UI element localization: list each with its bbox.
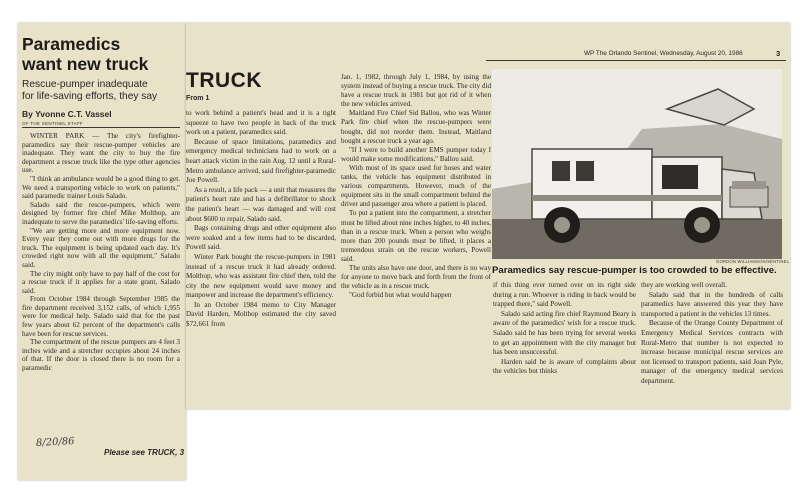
- paragraph: Because of the Orange County Department of Emergency Medical Services contracts with Rural-Metro that number is not expected to increase because municipal rescue services are not licensed to transport patients, said Joan Pyle, manager of the emergency medical services department.: [641, 319, 783, 385]
- paragraph: Maitland Fire Chief Sid Ballou, who was Winter Park fire chief when the rescue-pumpers were bought, did not reorder them. Instead, Maitland bought a rescue truck a year ago.: [341, 109, 491, 145]
- paragraph: Jan. 1, 1982, through July 1, 1984, by using the system instead of buying a rescue truck. The city did have a rescue truck in 1981 but got rid of it when the new vehicles arrived.: [341, 73, 491, 109]
- paragraph: to work behind a patient's head and it is a tight squeeze to have two people in back of the truck work on a patient, paramedics said.: [186, 109, 336, 137]
- paragraph: they are working well overall.: [641, 281, 727, 289]
- staff-line: OF THE SENTINEL STAFF: [22, 121, 83, 126]
- paragraph: Winter Park bought the rescue-pumpers in 1981 instead of a rescue truck it had already ordered. Molthop, who was assistant fire chief then, told the city the new equipment would save money and manpower and increase the department's efficiency.: [186, 252, 336, 300]
- paragraph: Bags containing drugs and other equipment also were soaked and a few items had to be discarded, Powell said.: [186, 224, 336, 252]
- continuation-line: Please see TRUCK, 3: [104, 448, 185, 457]
- byline: By Yvonne C.T. Vassel: [22, 109, 112, 119]
- headline: [22, 34, 148, 74]
- right-column-1: [186, 109, 336, 407]
- paragraph: WINTER PARK — The city's firefighter-paramedics say their rescue-pumper vehicles are inadequate. They want the city to buy the fire department a rescue truck like the type other agencies use.: [22, 132, 180, 175]
- deck-line-1: Rescue-pumper inadequate: [22, 79, 148, 90]
- headline-line-1: Paramedics: [22, 34, 121, 54]
- paragraph: "I think an ambulance would be a good thing to get. We need a transporting vehicle to work on patients," said paramedic trainer Louis Salado.: [22, 174, 180, 201]
- jump-headline: TRUCK: [186, 69, 262, 92]
- header-rule: [486, 60, 786, 61]
- paragraph: As a result, a life pack — a unit that measures the patient's heart rate and has a defibrillator to shock the patient's heart — was damaged and will cost about $600 to repair, Salado said.: [186, 185, 336, 223]
- deck: [22, 79, 157, 103]
- paragraph: "We are getting more and more equipment now. Every year they come out with more drugs for the truck. The equipment is being updated each day. It's crowded right now with all the equipment," Salado said.: [22, 226, 180, 269]
- paragraph: Salado said that in the hundreds of calls paramedics have answered this year they have transported a patient in the vehicles 13 times.: [641, 290, 783, 318]
- paragraph: To put a patient into the compartment, a stretcher must be lifted about nine inches higher, to 40 inches, than in a rescue truck. When a person who weighs more than 200 pounds must be lifted, it places a tremendous strain on the rescue workers, Powell said.: [341, 209, 491, 263]
- photo-credit: GORDON WILLIAMSON/SENTINEL: [716, 259, 790, 264]
- headline-line-2: want new truck: [22, 54, 149, 74]
- paragraph: The units also have one door, and there is no way for anyone to move back and forth from the front of the vehicle as in a rescue truck.: [341, 263, 491, 291]
- handwritten-date: 8/20/86: [35, 435, 75, 450]
- paragraph: The city might only have to pay half of the cost for a rescue truck if it applies for a state grant, Salado said.: [22, 269, 180, 295]
- byline-divider: [22, 127, 180, 128]
- paragraph: Salado said acting fire chief Raymond Beary is aware of the paramedics' wish for a rescue truck. Salado said he has been trying for several weeks to get an appointment with the city manager but has been unsuccessful.: [493, 309, 636, 357]
- right-column-3: [493, 281, 636, 407]
- paragraph: Harden said he is aware of complaints about the vehicles but thinks: [493, 357, 636, 376]
- page-number: 3: [776, 49, 781, 58]
- fire-truck-photo: [492, 69, 782, 259]
- paragraph: From October 1984 through September 1985 the fire department received 3,152 calls, of which 1,955 were for medical help. Salado said that for the past few years about 62 percent of the department's calls have been for rescue services.: [22, 295, 180, 338]
- right-clipping: [186, 23, 790, 409]
- paragraph: With most of its space used for hoses and water tanks, the vehicle has equipment distributed in various compartments. However, much of the equipment sits in the small compartment behind the driver and passenger area where a patient is placed.: [341, 163, 491, 209]
- paragraph: if this thing ever turned over on its right side during a run. Whoever is riding in back would be trapped there," said Powell.: [493, 281, 636, 309]
- paragraph: In an October 1984 memo to City Manager David Harden, Molthop estimated the city saved $72,661 from: [186, 300, 336, 329]
- left-body-text: [22, 132, 180, 444]
- rescue-pumper-image: [492, 69, 782, 259]
- page-header: WP The Orlando Sentinel, Wednesday, August 20, 1986: [584, 50, 743, 57]
- paragraph: Because of space limitations, paramedics and emergency medical technicians had to work on a heart attack victim in the rain Aug. 12 until a Rural-Metro ambulance arrived, said firefighter-paramedic Joe Powell.: [186, 137, 336, 185]
- paragraph: "If I were to build another EMS pumper today I would make some modifications," Ballou said.: [341, 145, 491, 163]
- jump-from: From 1: [186, 95, 210, 102]
- deck-line-2: for life-saving efforts, they say: [22, 91, 158, 102]
- paragraph: Salado said the rescue-pumpers, which were designed by former fire chief Mike Molthop, are inadequate to serve the paramedics' life-saving efforts.: [22, 200, 180, 226]
- right-column-2: [341, 73, 491, 409]
- right-column-4: [641, 281, 783, 407]
- photo-caption: Paramedics say rescue-pumper is too crowded to be effective.: [492, 265, 777, 276]
- left-clipping: [18, 23, 186, 480]
- paragraph: "God forbid but what would happen: [349, 291, 452, 300]
- paragraph: The compartment of the rescue pumpers are 4 feet 3 inches wide and a stretcher occupies about 24 inches of that. If the door is closed there is no room for a paramedic: [22, 338, 180, 373]
